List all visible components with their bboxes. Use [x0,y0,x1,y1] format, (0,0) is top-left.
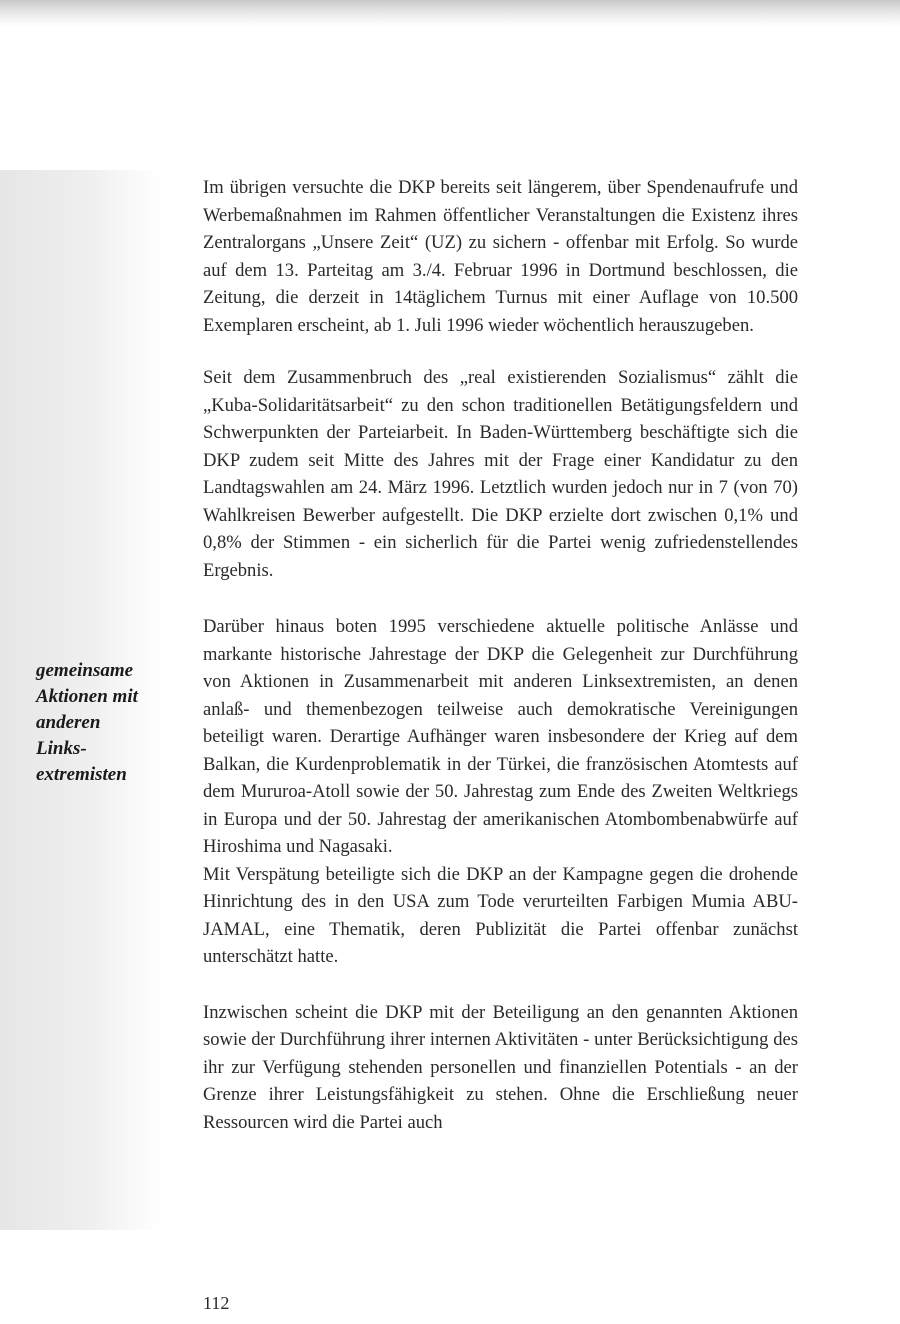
paragraph-uz-newspaper: Im übrigen versuchte die DKP bereits seit längerem, über Spendenaufrufe und Werbemaßnahmen im Rahmen öffentlicher Veranstaltungen die Existenz ihres Zentralorgans „Unsere Zeit“ (UZ) zu sichern - offenbar mit Erfolg. So wurde auf dem 13. Parteitag am 3./4. Februar 1996 in Dortmund beschlossen, die Zeitung, die derzeit in 14täglichem Turnus mit einer Auflage von 10.500 Exemplaren erscheint, ab 1. Juli 1996 wieder wöchentlich herauszugeben. [203,177,798,336]
margin-note-line: anderen [36,712,101,733]
page-number: 112 [203,1293,230,1313]
margin-note [36,658,156,788]
paragraph-capacity-limit: Inzwischen scheint die DKP mit der Beteiligung an den genannten Aktionen sowie der Durchführung ihrer internen Aktivitäten - unter Berücksichtigung des ihr zur Verfügung stehenden personellen und finanziellen Potentials - an der Grenze ihrer Leistungsfähigkeit zu stehen. Ohne die Erschließung neuer Ressourcen wird die Partei auch [203,1001,798,1133]
paragraph-joint-actions: Darüber hinaus boten 1995 verschiedene aktuelle politische Anlässe und markante historische Jahrestage der DKP die Gelegenheit zur Durchführung von Aktionen in Zusammenarbeit mit anderen Linksextremisten, an denen anlaß- und themenbezogen teilweise auch demokratische Vereinigungen beteiligt waren. Derartige Aufhänger waren insbesondere der Krieg auf dem Balkan, die Kurdenproblematik in der Türkei, die französischen Atomtests auf dem Mururoa-Atoll sowie der 50. Jahrestag zum Ende des Zweiten Weltkriegs in Europa und der 50. Jahrestag der amerikanischen Atombombenabwürfe auf Hiroshima und Nagasaki. [203,616,798,857]
margin-note-line: Links- [36,738,87,759]
margin-note-line: Aktionen mit [36,686,138,707]
scan-top-shadow [0,0,900,26]
paragraph-abu-jamal: Mit Verspätung beteiligte sich die DKP an der Kampagne gegen die drohende Hinrichtung des in den USA zum Tode verurteilten Farbigen Mumia ABU-JAMAL, eine Thematik, deren Publizität die Partei offenbar zunächst unterschätzt hatte. [203,863,798,967]
body-text [203,174,798,1136]
margin-note-line: extremisten [36,764,127,785]
margin-note-line: gemeinsame [36,660,134,681]
paragraph-cuba-solidarity: Seit dem Zusammenbruch des „real existierenden Sozialismus“ zählt die „Kuba-Solidaritätsarbeit“ zu den schon traditionellen Betätigungsfeldern und Schwerpunkten der Parteiarbeit. In Baden-Württemberg beschäftigte sich die DKP zudem seit Mitte des Jahres mit der Frage einer Kandidatur zu den Landtagswahlen am 24. März 1996. Letztlich wurden jedoch nur in 7 (von 70) Wahlkreisen Bewerber aufgestellt. Die DKP erzielte dort zwischen 0,1% und 0,8% der Stimmen - ein sicherlich für die Partei wenig zufriedenstellendes Ergebnis. [203,367,798,581]
